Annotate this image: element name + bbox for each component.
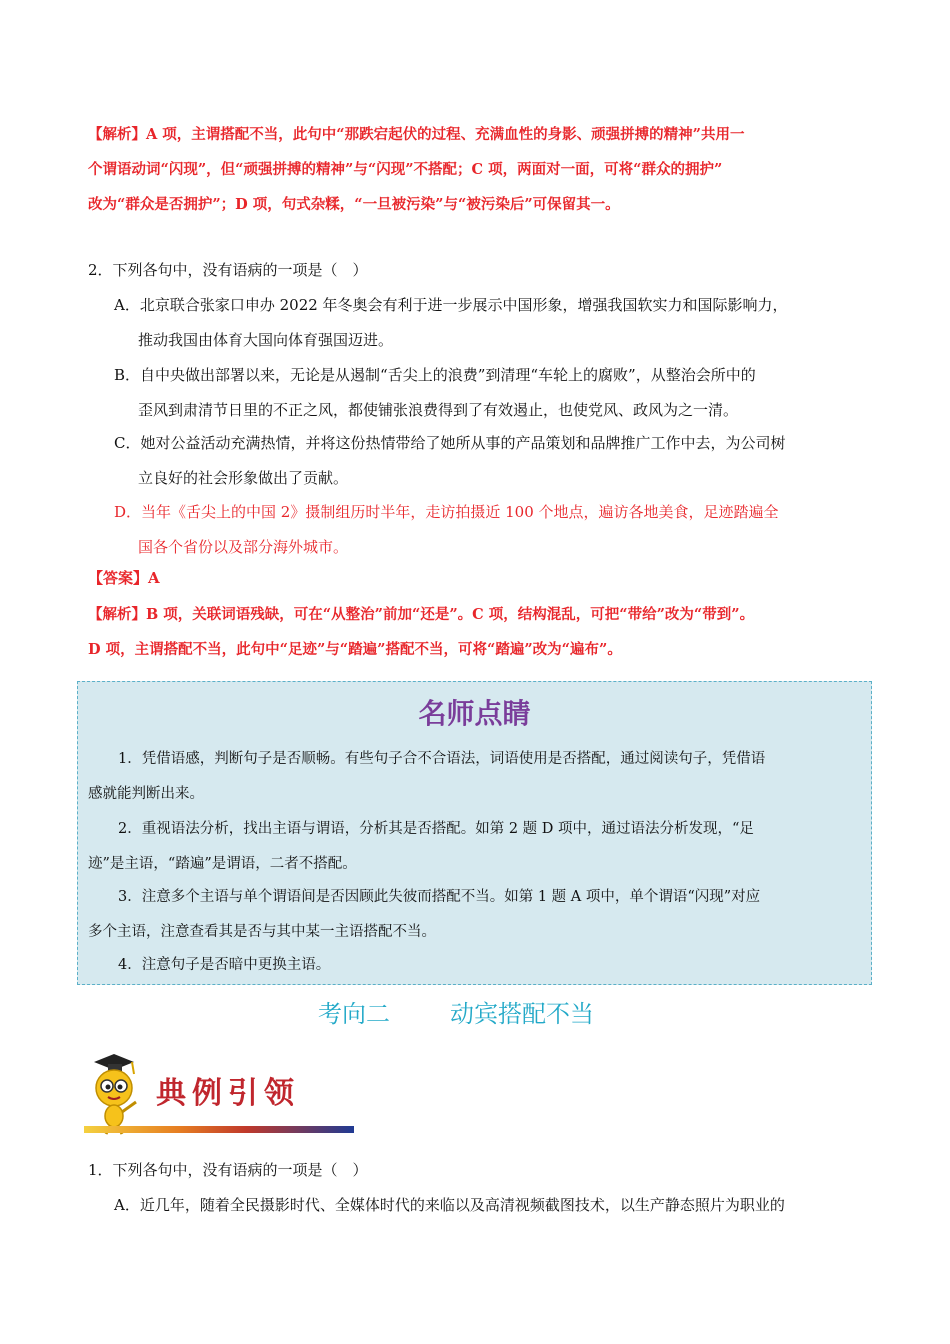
answer-line (88, 565, 160, 591)
answer-label: 【答案】 (88, 569, 149, 587)
analysis-line: 【解析】B 项，关联词语残缺，可在“从整治”前加“还是”。C 项，结构混乱，可把“带给”改为“带到”。 (88, 606, 755, 623)
option-a: A．北京联合张家口申办 2022 年冬奥会有利于进一步展示中国形象，增强我国软实力和国际影响力， 推动我国由体育大国向体育强国迈进。 (114, 296, 788, 349)
tip-item-1: 1．凭借语感，判断句子是否顺畅。有些句子合不合语法，词语使用是否搭配，通过阅读句子，凭借语 感就能判断出来。 (88, 751, 766, 802)
banner-text: 典例引领 (156, 1076, 300, 1111)
analysis-block-1 (88, 117, 878, 222)
analysis-block-2 (88, 597, 878, 667)
section-title-part1: 考向二 (318, 1000, 390, 1028)
option-c: C．她对公益活动充满热情，并将这份热情带给了她所从事的产品策划和品牌推广工作中去，为公司树 立良好的社会形象做出了贡献。 (114, 434, 786, 487)
tip-item-2: 2．重视语法分析，找出主语与谓语，分析其是否搭配。如第 2 题 D 项中，通过语法分析发现，“足 迹”是主语，“踏遍”是谓语，二者不搭配。 (88, 821, 754, 872)
section-title (318, 994, 594, 1029)
analysis-line: 个谓语动词“闪现”，但“顽强拼搏的精神”与“闪现”不搭配；C 项，两面对一面，可将“群众的拥护” (88, 161, 723, 178)
tips-box (77, 681, 872, 985)
answer-value: A (148, 569, 160, 587)
tip-item-4: 4．注意句子是否暗中更换主语。 (118, 957, 331, 973)
example-banner (84, 1050, 359, 1140)
analysis-label: 【解析】 (88, 126, 146, 143)
question-1-option-a: A．近几年，随着全民摄影时代、全媒体时代的来临以及高清视频截图技术，以生产静态照片为职业的 (114, 1196, 785, 1214)
tips-title: 名师点睛 (418, 697, 531, 730)
question-1-stem: 1．下列各句中，没有语病的一项是（ ） (88, 1161, 368, 1179)
analysis-line: 改为“群众是否拥护”；D 项，句式杂糅，“一旦被污染”与“被污染后”可保留其一。 (88, 196, 620, 213)
option-b: B．自中央做出部署以来，无论是从遏制“舌尖上的浪费”到清理“车轮上的腐败”，从整治会所中的 歪风到肃清节日里的不正之风，都使铺张浪费得到了有效遏止，也使党风、政风为之一清。 (114, 366, 756, 419)
tip-item-3: 3．注意多个主语与单个谓语间是否因顾此失彼而搭配不当。如第 1 题 A 项中，单个谓语“闪现”对应 多个主语，注意查看其是否与其中某一主语搭配不当。 (88, 889, 761, 940)
question-2-stem: 2．下列各句中，没有语病的一项是（ ） (88, 261, 368, 279)
option-d: D．当年《舌尖上的中国 2》摄制组历时半年，走访拍摄近 100 个地点，遍访各地美食，足迹踏遍全 国各个省份以及部分海外城市。 (114, 503, 779, 556)
analysis-line: 【解析】A 项，主谓搭配不当，此句中“那跌宕起伏的过程、充满血性的身影、顽强拼搏的精神”共用一 (88, 126, 745, 143)
question-2-options (114, 288, 874, 565)
analysis-label: 【解析】 (88, 606, 146, 623)
analysis-line: D 项，主谓搭配不当，此句中“足迹”与“踏遍”搭配不当，可将“踏遍”改为“遍布”。 (88, 641, 622, 658)
banner-underline (84, 1126, 354, 1133)
section-title-part2: 动宾搭配不当 (450, 1000, 594, 1028)
